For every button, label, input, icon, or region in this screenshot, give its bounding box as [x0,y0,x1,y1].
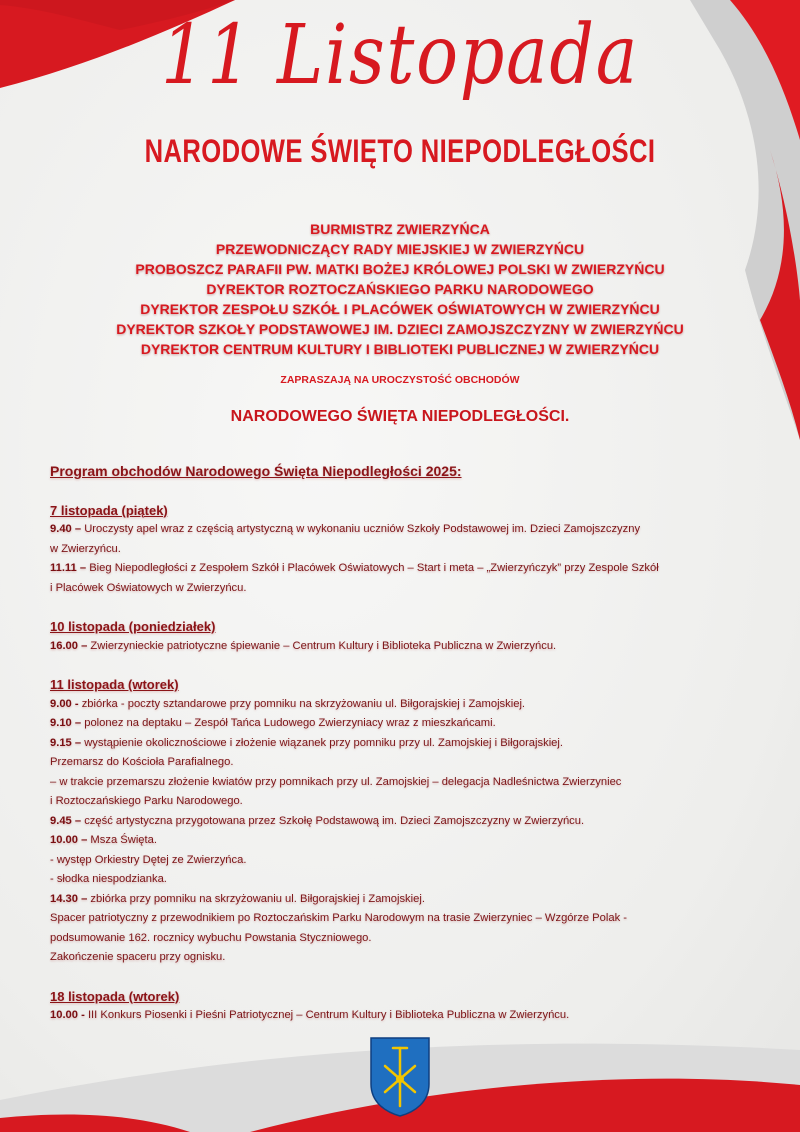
event-text: podsumowanie 162. rocznicy wybuchu Powstania Styczniowego. [50,931,372,944]
day-heading: 11 listopada (wtorek) [50,677,179,692]
program-line [50,890,770,910]
event-time: 11.11 – [50,562,87,574]
organizer: BURMISTRZ ZWIERZYŃCA [310,221,490,237]
program-line [50,792,770,812]
spacer [50,598,770,617]
program-line [50,540,770,560]
event-text: III Konkurs Piosenki i Pieśni Patriotycznej – Centrum Kultury i Biblioteka Publiczna w Zwierzyńcu. [84,1009,570,1021]
event-time: 16.00 – [50,639,88,652]
day-heading: 7 listopada (piątek) [50,502,168,518]
program-line [50,870,770,890]
event-text: Bieg Niepodległości z Zespołem Szkół i Placówek Oświatowych – Start i meta – „Zwierzyńczyk” przy Zespole Szkół [86,562,659,574]
program-line [50,559,770,579]
program-line [50,831,770,851]
program-line [50,773,770,793]
organizer: PROBOSZCZ PARAFII PW. MATKI BOŻEJ KRÓLOWEJ POLSKI W ZWIERZYŃCU [135,261,665,277]
event-text: Msza Święta. [87,834,157,846]
event-text: Zwierzynieckie patriotyczne śpiewanie – Centrum Kultury i Biblioteka Publiczna w Zwierzyńcu. [87,639,557,652]
event-text: - występ Orkiestry Dętej ze Zwierzyńca. [50,853,247,866]
organizer: DYREKTOR CENTRUM KULTURY I BIBLIOTEKI PUBLICZNEJ W ZWIERZYŃCU [140,341,660,357]
spacer [50,656,770,675]
program-line [50,637,770,657]
event-time: 9.40 – [50,523,82,535]
event-text: i Placówek Oświatowych w Zwierzyńcu. [50,581,247,594]
event-text: Zakończenie spaceru przy ognisku. [50,951,226,963]
organizers-list [0,219,800,359]
event-text: wystąpienie okolicznościowe i złożenie wiązanek przy pomniku przy ul. Zamojskiej i Biłgorajskiej. [81,736,563,749]
spacer [50,482,770,501]
organizer: DYREKTOR SZKOŁY PODSTAWOWEJ IM. DZIECI ZAMOJSZCZYZNY W ZWIERZYŃCU [116,321,684,337]
program-line [50,579,770,599]
organizer: DYREKTOR ZESPOŁU SZKÓŁ I PLACÓWEK OŚWIATOWYCH W ZWIERZYŃCU [140,301,660,317]
event-time: 9.45 – [50,814,82,827]
event-time: 9.15 – [50,736,82,749]
event-text: Uroczysty apel wraz z częścią artystyczną w wykonaniu uczniów Szkoły Podstawowej im. Dzieci Zamojszczyzny [81,523,641,535]
event-text: Spacer patriotyczny z przewodnikiem po Roztoczańskim Parku Narodowym na trasie Zwierzyniec – Wzgórze Polak - [50,912,627,924]
program-line [50,851,770,871]
organizer: DYREKTOR ROZTOCZAŃSKIEGO PARKU NARODOWEGO [206,281,594,297]
town-coat-of-arms [369,1036,431,1118]
program-line [50,1006,770,1026]
invite-text: ZAPRASZAJĄ NA UROCZYSTOŚĆ OBCHODÓW [280,374,520,386]
event-text: część artystyczna przygotowana przez Szkołę Podstawową im. Dzieci Zamojszczyzny w Zwierzyńcu. [81,814,585,827]
program-line [50,734,770,754]
program-line [50,714,770,734]
program-line [50,909,770,929]
program [50,462,770,1026]
program-line [50,520,770,540]
organizer: PRZEWODNICZĄCY RADY MIEJSKIEJ W ZWIERZYŃCU [215,241,585,257]
program-line [50,948,770,968]
event-text: - słodka niespodzianka. [50,873,167,885]
day-heading: 10 listopada (poniedziałek) [50,619,216,634]
program-line [50,695,770,715]
program-line [50,929,770,949]
event-time: 10.00 – [50,834,88,846]
program-line [50,753,770,773]
event-text: zbiórka - poczty sztandarowe przy pomniku na skrzyżowaniu ul. Biłgorajskiej i Zamojskiej. [78,697,526,710]
event-text: i Roztoczańskiego Parku Narodowego. [50,795,243,807]
title-script: 11 Listopada [161,8,639,103]
event-time: 9.00 - [50,697,79,710]
event-time: 14.30 – [50,892,88,905]
spacer [50,968,770,987]
event-time: 9.10 – [50,717,82,729]
program-heading: Program obchodów Narodowego Święta Niepodległości 2025: [50,463,462,479]
day-heading: 18 listopada (wtorek) [50,988,180,1004]
subtitle: NARODOWE ŚWIĘTO NIEPODLEGŁOŚCI [144,133,656,169]
event-text: polonez na deptaku – Zespół Tańca Ludowego Zwierzyniacy wraz z mieszkańcami. [81,717,496,729]
event-text: Przemarsz do Kościoła Parafialnego. [50,756,234,768]
event-text: w Zwierzyńcu. [50,542,121,555]
event-time: 10.00 - [50,1009,85,1021]
program-line [50,812,770,832]
event-text: zbiórka przy pomniku na skrzyżowaniu ul. Biłgorajskiej i Zamojskiej. [87,892,425,905]
event-text: – w trakcie przemarszu złożenie kwiatów przy pomnikach przy ul. Zamojskiej – delegacja Nadleśnictwa Zwierzyniec [50,775,622,788]
holiday-name: NARODOWEGO ŚWIĘTA NIEPODLEGŁOŚCI. [230,408,570,425]
